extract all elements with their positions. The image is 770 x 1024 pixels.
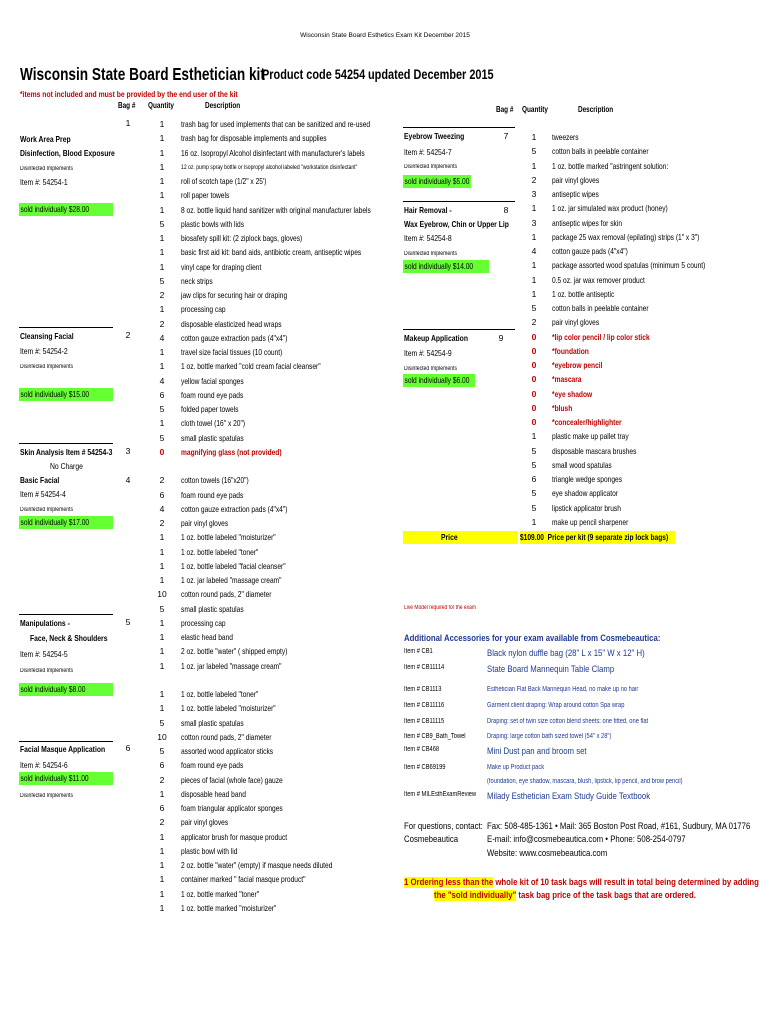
item-quantity: 1: [159, 902, 165, 913]
accessory-item-number: Item # CB468: [404, 746, 440, 753]
item-description: plastic make up pallet tray: [552, 431, 629, 442]
item-quantity: 1: [159, 347, 165, 357]
item-quantity: 0: [531, 345, 537, 356]
item-quantity: 1: [159, 204, 165, 215]
accessory-item-number: Item # CB11116: [404, 702, 445, 709]
item-quantity: 5: [159, 404, 165, 414]
item-quantity: 1: [159, 233, 165, 243]
item-description: assorted wood applicator sticks: [181, 746, 274, 756]
ordering-highlight: the "sold individually": [434, 890, 517, 901]
item-quantity: 6: [159, 803, 165, 813]
item-quantity: 5: [531, 459, 537, 470]
item-quantity: 1: [531, 516, 537, 527]
document-top-title: Wisconsin State Board Esthetics Exam Kit December 2015: [300, 32, 470, 39]
item-number: Item #: 54254-8: [404, 233, 452, 243]
right-qty-header: Quantity: [522, 105, 548, 114]
item-quantity: 1: [159, 888, 165, 899]
item-quantity: 1: [159, 161, 165, 172]
bag-number: 6: [125, 743, 131, 753]
item-quantity: 1: [159, 617, 165, 628]
item-description: package 25 wax removal (epilating) strips (1" x 3"): [552, 231, 700, 242]
contact-website[interactable]: Website: www.cosmebeautica.com: [487, 848, 608, 859]
item-description: folded paper towels: [181, 404, 239, 414]
item-description: 1 oz. bottle labeled "moisturizer": [181, 703, 276, 714]
item-quantity: 3: [531, 217, 537, 228]
item-quantity: 1: [159, 176, 165, 186]
item-description: antiseptic wipes for skin: [552, 217, 623, 228]
left-bag-header: Bag #: [118, 101, 136, 110]
item-quantity: 5: [159, 275, 165, 286]
item-quantity: 2: [159, 318, 165, 329]
item-description: 1 oz. jar labeled "massage cream": [181, 660, 282, 671]
sold-individually-badge: sold individually $14.00: [403, 260, 489, 273]
item-quantity: 1: [531, 260, 537, 271]
item-quantity: 1: [159, 845, 165, 856]
item-quantity: 1: [159, 190, 165, 201]
ordering-note-line1: 1 Ordering less than the whole kit of 10 task bags will result in total being determined by adding: [404, 877, 759, 888]
accessory-item-number: Item # MILEsthExamReview: [404, 791, 477, 798]
item-quantity: 1: [159, 119, 165, 129]
accessory-description: Make up Product pack: [487, 764, 545, 771]
right-desc-header: Description: [578, 105, 614, 114]
item-description: disposable elasticized head wraps: [181, 318, 282, 329]
item-quantity: 2: [531, 317, 537, 328]
item-quantity: 2: [531, 174, 537, 185]
item-description: neck strips: [181, 275, 213, 286]
item-quantity: 5: [159, 432, 165, 443]
disinfected-implements: Disinfected Implements: [404, 164, 458, 170]
item-description: foam round eye pads: [181, 389, 244, 400]
disinfected-implements: Disinfected Implements: [20, 166, 74, 172]
divider: [19, 327, 113, 328]
item-quantity: 6: [531, 474, 537, 484]
item-number: Item #: 54254-9: [404, 348, 452, 358]
section-title: Makeup Application: [404, 333, 468, 343]
item-quantity: 1: [159, 575, 165, 585]
item-quantity: 4: [159, 503, 165, 514]
item-description: foam triangular applicator sponges: [181, 803, 283, 813]
accessory-description: Draping: set of twin size cotton blend sheets: one fitted, one flat: [487, 718, 649, 725]
bag-number: 7: [503, 131, 509, 141]
item-description: eye shadow applicator: [552, 488, 618, 499]
item-quantity: 2: [159, 817, 165, 828]
item-quantity: 1: [159, 546, 165, 557]
item-quantity: 0: [531, 374, 537, 385]
left-qty-header: Quantity: [148, 101, 174, 110]
item-description: 1 oz. bottle labeled "moisturizer": [181, 532, 276, 543]
item-description: 1 oz. bottle labeled "toner": [181, 546, 259, 557]
item-description: 1 oz. bottle marked "astringent solution:: [552, 160, 669, 171]
item-quantity: 2: [159, 774, 165, 785]
disinfected-implements: Disinfected Implements: [20, 364, 74, 370]
item-description: pair vinyl gloves: [552, 174, 600, 185]
item-description: 1 oz. bottle marked "moisturizer": [181, 902, 277, 913]
item-quantity: 1: [159, 874, 165, 885]
item-quantity: 1: [159, 261, 165, 272]
item-description: antiseptic wipes: [552, 189, 599, 199]
divider: [19, 614, 113, 615]
sold-individually-badge: sold individually $11.00: [19, 772, 113, 785]
item-description: cotton round pads, 2" diameter: [181, 589, 272, 600]
section-title: Eyebrow Tweezing: [404, 131, 465, 141]
item-description: cotton gauze extraction pads (4"x4"): [181, 503, 288, 514]
item-description: 1 oz. bottle labeled "toner": [181, 689, 259, 699]
item-description: small plastic spatulas: [181, 717, 244, 728]
item-description: jaw clips for securing hair or draping: [181, 290, 288, 300]
accessory-item-number: Item # CB11115: [404, 718, 445, 725]
accessory-item-number: Item # CB1: [404, 648, 433, 655]
item-description: 0.5 oz. jar wax remover product: [552, 274, 645, 285]
accessory-item-number: Item # CB11114: [404, 664, 445, 671]
item-description: cotton gauze pads (4"x4"): [552, 246, 628, 256]
price-description: Price per kit (9 separate zip lock bags): [547, 532, 669, 542]
item-quantity: 1: [531, 288, 537, 299]
item-quantity: 0: [531, 388, 537, 399]
item-description: pair vinyl gloves: [552, 317, 600, 328]
item-quantity: 0: [531, 402, 537, 413]
item-description: lipstick applicator brush: [552, 502, 621, 513]
item-description: *foundation: [552, 345, 589, 356]
item-description: *mascara: [552, 374, 582, 385]
item-description: 12 oz. pump spray bottle or Isopropyl alcohol labeled "workstation disinfectant": [181, 163, 358, 171]
item-description: pieces of facial (whole face) gauze: [181, 774, 283, 785]
item-quantity: 5: [159, 717, 165, 728]
section-title: Work Area Prep: [20, 134, 71, 144]
item-quantity: 5: [159, 218, 165, 229]
item-description: 8 oz. bottle liquid hand sanitizer with original manufacturer labels: [181, 204, 371, 215]
sold-individually-badge: sold individually $5.00: [404, 176, 470, 186]
left-desc-header: Description: [205, 101, 241, 110]
item-description: roll paper towels: [181, 190, 230, 201]
sold-individually-badge: sold individually $28.00: [19, 203, 113, 216]
item-number: Item #: 54254-6: [20, 760, 68, 770]
document-title: Wisconsin State Board Esthetician kit: [20, 64, 265, 84]
item-description: 2 oz. bottle "water" (empty) if masque needs diluted: [181, 860, 333, 870]
price-amount-cell: [520, 531, 675, 544]
bag-number: 2: [125, 330, 131, 340]
item-description: cotton towels (16"x20"): [181, 475, 249, 486]
section-title: Facial Masque Application: [20, 744, 106, 754]
item-quantity: 1: [531, 132, 537, 142]
disinfected-implements: Disinfected Implements: [404, 366, 458, 372]
item-quantity: 1: [531, 231, 537, 242]
item-description: foam round eye pads: [181, 489, 244, 500]
item-description: *concealer/highlighter: [552, 417, 622, 427]
item-quantity: 5: [531, 303, 537, 313]
item-description: travel size facial tissues (10 count): [181, 347, 283, 357]
item-description: 16 oz. Isopropyl Alcohol disinfectant with manufacturer's labels: [181, 147, 365, 158]
accessory-description: (foundation, eye shadow, mascara, blush, lipstick, lip pencil, and brow pencil): [487, 778, 683, 785]
disinfected-implements: Disinfected Implements: [20, 793, 74, 799]
item-quantity: 6: [159, 760, 165, 771]
item-description: small plastic spatulas: [181, 432, 244, 443]
sold-individually-badge: sold individually $17.00: [19, 516, 113, 529]
contact-label: For questions, contact:: [404, 821, 483, 832]
disinfected-implements: Disinfected Implements: [20, 668, 74, 674]
item-description: container marked " facial masque product": [181, 874, 306, 885]
item-quantity: 5: [159, 746, 165, 756]
item-quantity: 1: [159, 560, 165, 571]
item-number: Item # 54254-4: [20, 489, 66, 499]
item-description: cotton balls in peelable container: [552, 303, 649, 313]
item-quantity: 10: [157, 589, 167, 600]
item-description: triangle wedge sponges: [552, 474, 623, 484]
item-quantity: 1: [159, 788, 165, 799]
item-description: cotton round pads, 2" diameter: [181, 731, 272, 742]
item-description: *eye shadow: [552, 388, 593, 399]
item-number: Item #: 54254-7: [404, 147, 452, 157]
item-quantity: 3: [531, 189, 537, 199]
item-description: applicator brush for masque product: [181, 831, 288, 842]
accessory-description: Black nylon duffle bag (28" L x 15" W x 12" H): [487, 648, 645, 659]
item-quantity: 1: [531, 274, 537, 285]
item-quantity: 1: [531, 160, 537, 171]
item-quantity: 5: [531, 488, 537, 499]
item-quantity: 0: [531, 360, 537, 370]
item-quantity: 5: [531, 502, 537, 513]
item-quantity: 1: [159, 147, 165, 158]
item-quantity: 1: [159, 632, 165, 642]
item-description: cotton gauze extraction pads (4"x4"): [181, 332, 288, 343]
bag-number: 4: [125, 475, 131, 485]
item-description: pair vinyl gloves: [181, 817, 229, 828]
item-description: 1 oz. bottle marked "cold cream facial cleanser": [181, 361, 321, 372]
accessory-description: Esthetician Flat Back Mannequin Head, no make up no hair: [487, 686, 639, 693]
item-quantity: 1: [159, 532, 165, 543]
item-description: 1 oz. bottle marked "toner": [181, 888, 260, 899]
item-description: 1 oz. bottle antiseptic: [552, 288, 615, 299]
item-description: small plastic spatulas: [181, 603, 244, 614]
item-description: 1 oz. bottle labeled "facial cleanser": [181, 560, 286, 571]
section-subtitle: Disinfection, Blood Exposure: [20, 148, 115, 158]
item-quantity: 1: [159, 304, 165, 315]
accessory-item-number: Item # CB69199: [404, 764, 446, 771]
section-subtitle: Wax Eyebrow, Chin or Upper Lip: [404, 219, 509, 229]
item-description: processing cap: [181, 617, 226, 628]
accessory-description: Garment client draping: Wrap around cotton Spa wrap: [487, 702, 625, 709]
item-quantity: 0: [531, 331, 537, 342]
item-description: yellow facial sponges: [181, 375, 244, 386]
item-quantity: 1: [531, 203, 537, 214]
item-description: plastic bowl with lid: [181, 845, 238, 856]
item-description: 1 oz. jar simulated wax product (honey): [552, 203, 668, 214]
section-subtitle: Face, Neck & Shoulders: [30, 633, 108, 643]
item-description: small wood spatulas: [552, 459, 612, 470]
price-amount: $109.00: [520, 532, 544, 542]
accessory-description: State Board Mannequin Table Clamp: [487, 664, 615, 675]
accessory-item-number: Item # CB9_Bath_Towel: [404, 733, 466, 740]
item-quantity: 4: [159, 375, 165, 386]
item-number: Item #: 54254-5: [20, 649, 68, 659]
item-description: *lip color pencil / lip color stick: [552, 331, 650, 342]
item-quantity: 4: [159, 332, 165, 343]
item-quantity: 2: [159, 475, 165, 486]
item-quantity: 0: [159, 446, 165, 457]
item-quantity: 1: [159, 646, 165, 657]
accessory-item-number: Item # CB1113: [404, 686, 442, 693]
divider: [403, 329, 515, 330]
item-quantity: 1: [531, 431, 537, 442]
item-description: basic first aid kit: band aids, antibiotic cream, antiseptic wipes: [181, 247, 362, 258]
item-quantity: 1: [159, 247, 165, 258]
item-quantity: 1: [159, 860, 165, 870]
section-title: Basic Facial: [20, 475, 60, 485]
ordering-highlight: 1 Ordering less than the: [404, 877, 494, 888]
item-description: disposable head band: [181, 788, 246, 799]
item-description: plastic bowls with lids: [181, 218, 245, 229]
item-number: Item #: 54254-1: [20, 177, 68, 187]
item-description: magnifying glass (not provided): [181, 446, 282, 457]
item-description: disposable mascara brushes: [552, 445, 637, 456]
item-description: trash bag for disposable implements and supplies: [181, 133, 327, 144]
sold-individually-badge: sold individually $6.00: [403, 374, 475, 387]
section-title: Manipulations -: [20, 618, 70, 628]
item-quantity: 6: [159, 389, 165, 400]
item-quantity: 5: [159, 603, 165, 614]
section-title: Hair Removal -: [404, 205, 452, 215]
bag-number: 1: [125, 118, 131, 128]
item-description: foam round eye pads: [181, 760, 244, 771]
item-quantity: 0: [531, 417, 537, 427]
item-quantity: 5: [531, 146, 537, 157]
item-description: biosafety spill kit: (2 ziplock bags, gloves): [181, 233, 303, 243]
accessory-description: Mini Dust pan and broom set: [487, 746, 587, 757]
divider: [19, 741, 113, 742]
item-description: package assorted wood spatulas (minimum 5 count): [552, 260, 706, 271]
accessory-description: Draping: large cotton bath sized towel (54" x 28"): [487, 733, 612, 740]
live-model-note: Live Model required for the exam: [404, 605, 476, 611]
sold-individually-badge: sold individually $15.00: [19, 388, 113, 401]
item-quantity: 2: [159, 290, 165, 300]
item-description: cloth towel (16" x 20"): [181, 418, 246, 429]
updated-date: updated December 2015: [368, 66, 494, 82]
item-quantity: 5: [531, 445, 537, 456]
item-description: processing cap: [181, 304, 226, 315]
bag-number: 9: [498, 333, 504, 343]
item-quantity: 1: [159, 831, 165, 842]
item-description: cotton balls in peelable container: [552, 146, 649, 157]
item-quantity: 1: [159, 133, 165, 144]
item-description: roll of scotch tape (1/2" x 25'): [181, 176, 267, 186]
price-label: Price: [441, 532, 458, 542]
divider: [403, 201, 515, 202]
item-quantity: 1: [159, 703, 165, 714]
right-bag-header: Bag #: [496, 105, 514, 114]
bag-number: 5: [125, 617, 131, 627]
item-description: elastic head band: [181, 632, 233, 642]
accessories-heading: Additional Accessories for your exam available from Cosmebeautica:: [404, 633, 661, 644]
disinfected-implements: Disinfected Implements: [20, 507, 74, 513]
item-description: make up pencil sharpener: [552, 516, 629, 527]
section-title: Skin Analysis Item # 54254-3: [20, 447, 113, 457]
sold-individually-badge: sold individually $8.00: [19, 683, 113, 696]
item-description: *blush: [552, 402, 573, 413]
divider: [19, 443, 113, 444]
product-code: Product code 54254: [262, 66, 366, 82]
item-description: pair vinyl gloves: [181, 518, 229, 528]
divider: [403, 127, 515, 128]
contact-fax-mail: Fax: 508-485-1361 • Mail: 365 Boston Post Road, #161, Sudbury, MA 01776: [487, 821, 751, 832]
item-description: vinyl cape for draping client: [181, 261, 262, 272]
disinfected-implements: Disinfected Implements: [404, 251, 458, 257]
item-description: 1 oz. jar labeled "massage cream": [181, 575, 282, 585]
item-description: trash bag for used implements that can be sanitized and re-used: [181, 119, 371, 129]
section-title: Cleansing Facial: [20, 331, 74, 341]
section-subtitle: No Charge: [50, 461, 83, 471]
item-quantity: 4: [531, 246, 537, 256]
item-number: Item #: 54254-2: [20, 346, 68, 356]
item-quantity: 1: [159, 689, 165, 699]
accessory-description: Milady Esthetician Exam Study Guide Textbook: [487, 791, 651, 802]
contact-email-phone: E-mail: info@cosmebeautica.com • Phone: 508-254-0797: [487, 834, 686, 845]
bag-number: 8: [503, 205, 509, 215]
item-quantity: 6: [159, 489, 165, 500]
not-included-note: *items not included and must be provided by the end user of the kit: [20, 89, 238, 99]
price-label-cell: [403, 531, 518, 544]
item-description: 2 oz. bottle "water" ( shipped empty): [181, 646, 288, 657]
ordering-note-line2: the "sold individually" task bag price of the task bags that are ordered.: [434, 890, 696, 901]
contact-company: Cosmebeautica: [404, 834, 459, 845]
item-quantity: 2: [159, 518, 165, 528]
item-quantity: 1: [159, 418, 165, 429]
item-quantity: 10: [157, 731, 167, 742]
item-quantity: 1: [159, 361, 165, 372]
item-quantity: 1: [159, 660, 165, 671]
item-description: tweezers: [552, 132, 579, 142]
bag-number: 3: [125, 446, 131, 456]
item-description: *eyebrow pencil: [552, 360, 603, 370]
